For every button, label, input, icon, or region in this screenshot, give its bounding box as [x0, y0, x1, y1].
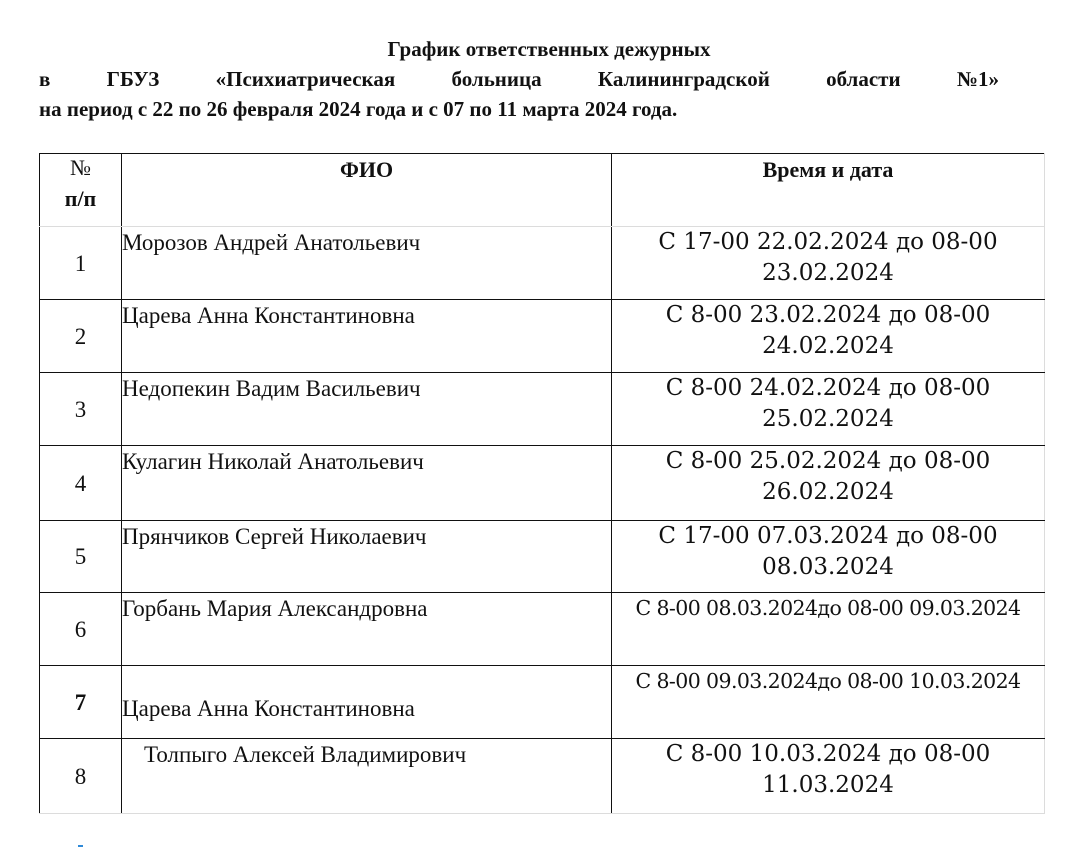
row-name: Прянчиков Сергей Николаевич	[122, 521, 612, 593]
heading-word: ГБУЗ	[106, 67, 160, 91]
table-row	[40, 227, 1045, 300]
heading-word: №1»	[956, 67, 999, 91]
heading-word: «Психиатрическая	[215, 67, 396, 91]
heading-word: области	[826, 67, 901, 91]
row-time: С 8-00 23.02.2024 до 08-00 24.02.2024	[612, 300, 1045, 373]
header-time: Время и дата	[612, 154, 1045, 227]
row-name: Царева Анна Константиновна	[122, 666, 612, 739]
document-heading	[39, 34, 999, 124]
table-row	[40, 593, 1045, 666]
heading-word: в	[39, 67, 51, 91]
row-time: С 8-00 24.02.2024 до 08-00 25.02.2024	[612, 373, 1045, 446]
row-number: 7	[40, 666, 122, 739]
row-number: 6	[40, 593, 122, 666]
table-row	[40, 446, 1045, 521]
heading-title: График ответственных дежурных	[387, 37, 711, 61]
table-header-row	[40, 154, 1045, 227]
row-time: С 8-00 09.03.2024до 08-00 10.03.2024	[612, 666, 1045, 739]
header-number-pp: п/п	[64, 186, 97, 211]
row-number: 5	[40, 521, 122, 593]
table-row	[40, 739, 1045, 814]
row-number: 8	[40, 739, 122, 814]
row-number: 1	[40, 227, 122, 300]
row-name: Кулагин Николай Анатольевич	[122, 446, 612, 521]
row-name: Недопекин Вадим Васильевич	[122, 373, 612, 446]
heading-period: на период с 22 по 26 февраля 2024 года и с 07 по 11 марта 2024 года.	[39, 97, 678, 121]
row-number: 4	[40, 446, 122, 521]
row-time: С 17-00 07.03.2024 до 08-00 08.03.2024	[612, 521, 1045, 593]
header-number	[40, 154, 122, 227]
header-name: ФИО	[122, 154, 612, 227]
row-number: 2	[40, 300, 122, 373]
table-row	[40, 300, 1045, 373]
heading-institution	[39, 64, 999, 94]
row-time: С 8-00 08.03.2024до 08-00 09.03.2024	[612, 593, 1045, 666]
header-number-symbol: №	[70, 155, 91, 180]
table-row	[40, 373, 1045, 446]
heading-word: Калининградской	[597, 67, 770, 91]
row-time: С 8-00 25.02.2024 до 08-00 26.02.2024	[612, 446, 1045, 521]
row-name: Горбань Мария Александровна	[122, 593, 612, 666]
duty-schedule-table	[39, 153, 1045, 814]
heading-word: больница	[451, 67, 542, 91]
row-number: 3	[40, 373, 122, 446]
row-name: Морозов Андрей Анатольевич	[122, 227, 612, 300]
table-row	[40, 666, 1045, 739]
row-name: Царева Анна Константиновна	[122, 300, 612, 373]
row-time: С 17-00 22.02.2024 до 08-00 23.02.2024	[612, 227, 1045, 300]
row-time: С 8-00 10.03.2024 до 08-00 11.03.2024	[612, 739, 1045, 814]
row-name: Толпыго Алексей Владимирович	[122, 739, 612, 814]
table-row	[40, 521, 1045, 593]
